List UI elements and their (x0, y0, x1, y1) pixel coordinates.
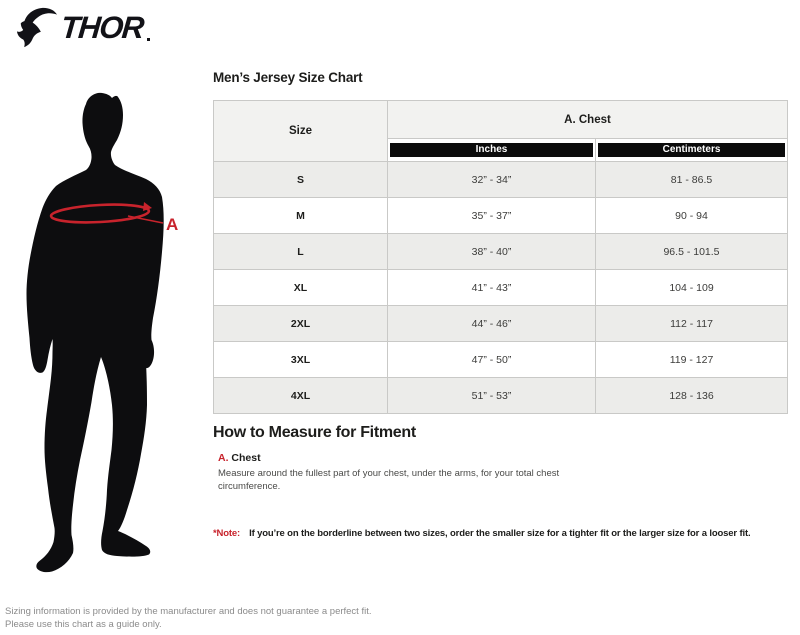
table-row (214, 270, 788, 306)
size-cell: 2XL (214, 306, 388, 342)
column-header-centimeters (596, 139, 788, 162)
size-chart-table (213, 100, 788, 414)
table-row (214, 342, 788, 378)
measurement-label-a: A (166, 215, 179, 234)
sizing-note (213, 528, 750, 539)
inches-cell: 47” - 50” (388, 342, 596, 378)
column-header-size: Size (214, 101, 388, 162)
centimeters-label: Centimeters (598, 143, 785, 157)
inches-label: Inches (390, 143, 593, 157)
table-row (214, 162, 788, 198)
centimeters-cell: 90 - 94 (596, 198, 788, 234)
centimeters-cell: 128 - 136 (596, 378, 788, 414)
header-row (214, 101, 788, 139)
trademark-dot (147, 38, 150, 41)
brand-wordmark: THOR (59, 10, 145, 45)
note-text: If you’re on the borderline between two sizes, order the smaller size for a tighter fit or the larger size for a looser fit. (249, 528, 751, 539)
inches-cell: 51” - 53” (388, 378, 596, 414)
measure-heading: How to Measure for Fitment (213, 424, 416, 441)
centimeters-cell: 112 - 117 (596, 306, 788, 342)
centimeters-cell: 81 - 86.5 (596, 162, 788, 198)
centimeters-cell: 104 - 109 (596, 270, 788, 306)
measure-item-label: Chest (231, 452, 261, 464)
measure-item-key: A. (218, 452, 229, 464)
inches-cell: 44” - 46” (388, 306, 596, 342)
inches-cell: 35” - 37” (388, 198, 596, 234)
table-row (214, 198, 788, 234)
footer-disclaimer (5, 606, 372, 631)
footer-line-2: Please use this chart as a guide only. (5, 618, 162, 630)
column-header-chest: A. Chest (388, 101, 788, 139)
size-cell: L (214, 234, 388, 270)
inches-cell: 41” - 43” (388, 270, 596, 306)
male-silhouette-figure (0, 90, 210, 580)
size-cell: M (214, 198, 388, 234)
brand-logo (16, 6, 150, 50)
footer-line-1: Sizing information is provided by the manufacturer and does not guarantee a perfect fit. (5, 606, 372, 617)
table-row (214, 378, 788, 414)
size-cell: 4XL (214, 378, 388, 414)
size-cell: 3XL (214, 342, 388, 378)
table-row (214, 306, 788, 342)
thor-goat-icon (16, 6, 58, 50)
measure-item-title (218, 452, 261, 464)
size-cell: S (214, 162, 388, 198)
measure-item-description: Measure around the fullest part of your chest, under the arms, for your total chest circumference. (218, 468, 560, 492)
inches-cell: 38” - 40” (388, 234, 596, 270)
centimeters-cell: 119 - 127 (596, 342, 788, 378)
size-cell: XL (214, 270, 388, 306)
note-label: *Note: (213, 528, 241, 539)
silhouette-shape (27, 93, 164, 572)
table-row (214, 234, 788, 270)
centimeters-cell: 96.5 - 101.5 (596, 234, 788, 270)
column-header-inches (388, 139, 596, 162)
page-title: Men’s Jersey Size Chart (213, 70, 363, 85)
inches-cell: 32” - 34” (388, 162, 596, 198)
